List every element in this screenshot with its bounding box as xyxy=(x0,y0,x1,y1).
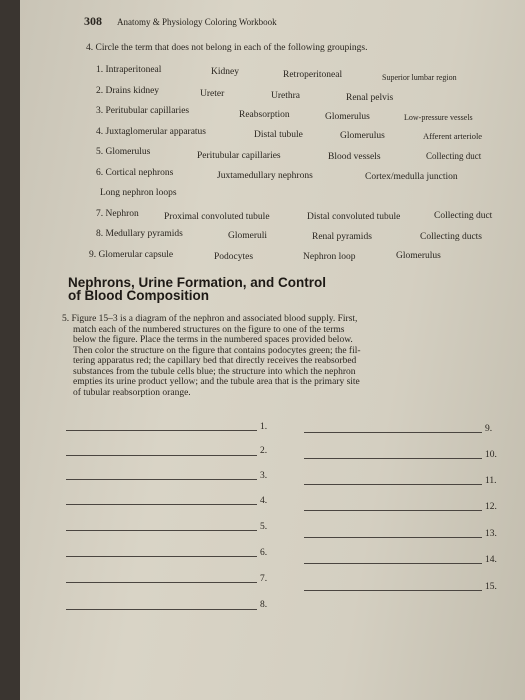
page-number: 308 xyxy=(84,14,102,28)
answer-blank-8[interactable] xyxy=(66,609,257,610)
question-4-intro: 4. Circle the term that does not belong in each of the following groupings. xyxy=(86,43,368,53)
group-term: Cortex/medulla junction xyxy=(365,172,458,182)
answer-blank-6[interactable] xyxy=(66,556,257,557)
blank-number: 10. xyxy=(485,450,497,460)
group-term: Nephron loop xyxy=(303,252,356,262)
group-term: Collecting ducts xyxy=(420,232,483,242)
blank-number: 6. xyxy=(260,548,268,558)
group-term: Collecting duct xyxy=(426,151,482,161)
group-term: Glomerulus xyxy=(396,251,441,261)
answer-blank-12[interactable] xyxy=(304,510,482,511)
group-label: 2. Drains kidney xyxy=(96,86,160,96)
answer-blank-10[interactable] xyxy=(304,458,482,459)
book-title: Anatomy & Physiology Coloring Workbook xyxy=(117,17,277,27)
section-heading xyxy=(68,276,326,302)
question-5-line: tering apparatus red; the capillary bed that directly receives the reabsorbed xyxy=(73,356,357,366)
group-label: 8. Medullary pyramids xyxy=(96,229,183,239)
answer-blank-1[interactable] xyxy=(66,430,257,431)
question-5-line: 5. Figure 15–3 is a diagram of the nephron and associated blood supply. First, xyxy=(62,314,358,324)
blank-number: 5. xyxy=(260,522,268,532)
group-term: Distal tubule xyxy=(254,130,303,140)
group-term: Low-pressure vessels xyxy=(404,113,473,122)
answer-blank-4[interactable] xyxy=(66,504,257,505)
group-term: Distal convoluted tubule xyxy=(307,212,401,222)
question-5-line: below the figure. Place the terms in the numbered spaces provided below. xyxy=(73,335,353,345)
group-term: Long nephron loops xyxy=(100,188,177,198)
group-term: Renal pelvis xyxy=(346,93,394,103)
question-5-text xyxy=(62,314,432,398)
answer-blank-9[interactable] xyxy=(304,432,482,433)
answer-blank-14[interactable] xyxy=(304,563,482,564)
group-term: Peritubular capillaries xyxy=(197,151,281,161)
group-label: 5. Glomerulus xyxy=(96,147,151,157)
group-term: Glomerulus xyxy=(325,112,370,122)
blank-number: 1. xyxy=(260,422,268,432)
group-label: 7. Nephron xyxy=(96,209,139,219)
group-term: Kidney xyxy=(211,67,239,77)
answer-blank-2[interactable] xyxy=(66,455,257,456)
group-term: Proximal convoluted tubule xyxy=(164,212,270,222)
question-5-line: empties its urine product yellow; and the tubule area that is the primary site xyxy=(73,377,360,387)
workbook-page xyxy=(20,0,525,700)
blank-number: 12. xyxy=(485,502,497,512)
group-term: Urethra xyxy=(271,91,301,101)
group-term: Glomerulus xyxy=(340,131,385,141)
blank-number: 7. xyxy=(260,574,268,584)
group-term: Ureter xyxy=(200,89,225,99)
question-5-line: Then color the structure on the figure that contains podocytes green; the fil- xyxy=(73,345,361,356)
blank-number: 15. xyxy=(485,582,497,592)
group-term: Retroperitoneal xyxy=(283,70,343,80)
group-term: Podocytes xyxy=(214,252,254,262)
blank-number: 9. xyxy=(485,424,493,434)
blank-number: 11. xyxy=(485,476,497,486)
blank-number: 4. xyxy=(260,496,268,506)
section-heading-line-1: Nephrons, Urine Formation, and Control xyxy=(68,275,327,290)
blank-number: 14. xyxy=(485,555,497,565)
blank-number: 2. xyxy=(260,446,268,456)
group-label: 6. Cortical nephrons xyxy=(96,168,174,178)
group-label: 9. Glomerular capsule xyxy=(89,250,174,260)
group-term: Superior lumbar region xyxy=(382,73,457,82)
answer-blank-11[interactable] xyxy=(304,484,482,485)
question-5-line: substances from the tubule cells blue; the structure into which the nephron xyxy=(73,366,356,377)
answer-blank-5[interactable] xyxy=(66,530,257,531)
group-term: Collecting duct xyxy=(434,211,493,221)
answer-blank-15[interactable] xyxy=(304,590,482,591)
group-term: Renal pyramids xyxy=(312,232,372,242)
blank-number: 13. xyxy=(485,529,497,539)
group-term: Afferent arteriole xyxy=(423,131,483,141)
blank-number: 3. xyxy=(260,471,268,481)
question-5-line: of tubular reabsorption orange. xyxy=(73,387,191,398)
group-term: Juxtamedullary nephrons xyxy=(217,171,313,181)
group-label: 1. Intraperitoneal xyxy=(96,65,162,75)
answer-blank-13[interactable] xyxy=(304,537,482,538)
group-term: Blood vessels xyxy=(328,152,381,162)
group-term: Reabsorption xyxy=(239,110,290,120)
blank-number: 8. xyxy=(260,600,268,610)
group-term: Glomeruli xyxy=(228,231,268,241)
answer-blank-7[interactable] xyxy=(66,582,257,583)
answer-blank-3[interactable] xyxy=(66,479,257,480)
section-heading-line-2: of Blood Composition xyxy=(68,288,209,303)
group-label: 3. Peritubular capillaries xyxy=(96,106,190,116)
group-label: 4. Juxtaglomerular apparatus xyxy=(96,127,207,137)
question-5-line: match each of the numbered structures on the figure to one of the terms xyxy=(73,324,345,335)
